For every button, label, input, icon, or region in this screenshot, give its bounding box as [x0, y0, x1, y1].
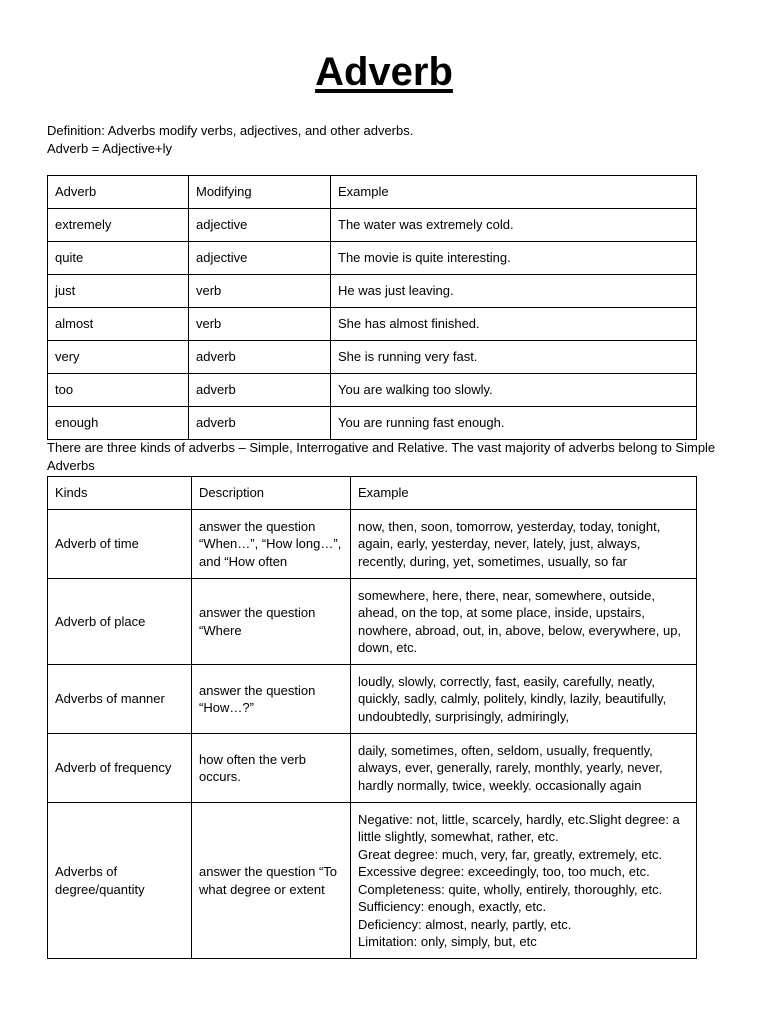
table-row: [48, 579, 697, 665]
example-cell: The water was extremely cold.: [331, 209, 697, 242]
example-cell: You are walking too slowly.: [331, 374, 697, 407]
table-row: [48, 665, 697, 734]
example-cell: The movie is quite interesting.: [331, 242, 697, 275]
table-header-row: [48, 477, 697, 510]
table-row: [48, 734, 697, 803]
example-cell: She is running very fast.: [331, 341, 697, 374]
example-cell: loudly, slowly, correctly, fast, easily, carefully, neatly, quickly, sadly, calmly, politely, kindly, lazily, beautifully, undoubtedly, surprisingly, admiringly,: [351, 665, 697, 734]
kind-cell: Adverbs of degree/quantity: [48, 803, 192, 959]
example-cell: You are running fast enough.: [331, 407, 697, 440]
modifying-cell: adverb: [189, 407, 331, 440]
table-row: [48, 341, 697, 374]
table-header-row: [48, 176, 697, 209]
example-cell: now, then, soon, tomorrow, yesterday, today, tonight, again, early, yesterday, never, lately, just, always, recently, during, yet, sometimes, usually, so far: [351, 510, 697, 579]
page-title: Adverb: [315, 50, 453, 94]
header-cell-modifying: Modifying: [189, 176, 331, 209]
kind-cell: Adverb of time: [48, 510, 192, 579]
adverb-cell: very: [48, 341, 189, 374]
adverb-cell: quite: [48, 242, 189, 275]
modifying-cell: adjective: [189, 209, 331, 242]
kind-cell: Adverbs of manner: [48, 665, 192, 734]
description-cell: answer the question “How…?”: [192, 665, 351, 734]
adverb-cell: enough: [48, 407, 189, 440]
description-cell: answer the question “When…”, “How long…”, and “How often: [192, 510, 351, 579]
table-row: [48, 275, 697, 308]
degree-line-great: Great degree: much, very, far, greatly, extremely, etc.: [358, 846, 663, 862]
adverb-examples-table: [47, 175, 697, 440]
modifying-cell: adverb: [189, 374, 331, 407]
header-cell-example: Example: [351, 477, 697, 510]
example-cell: somewhere, here, there, near, somewhere, outside, ahead, on the top, at some place, inside, upstairs, nowhere, abroad, out, in, above, below, everywhere, up, down, etc.: [351, 579, 697, 665]
example-cell: [351, 803, 697, 959]
example-cell: He was just leaving.: [331, 275, 697, 308]
example-cell: daily, sometimes, often, seldom, usually, frequently, always, ever, generally, rarely, monthly, yearly, never, hardly normally, twice, weekly. occasionally again: [351, 734, 697, 803]
table-row: [48, 374, 697, 407]
degree-line-negative: Negative: not, little, scarcely, hardly, etc.Slight degree: a little slightly, somewhat, rather, etc.: [358, 811, 680, 844]
header-cell-adverb: Adverb: [48, 176, 189, 209]
description-cell: answer the question “Where: [192, 579, 351, 665]
header-cell-kinds: Kinds: [48, 477, 192, 510]
degree-line-deficiency: Deficiency: almost, nearly, partly, etc.: [358, 916, 572, 932]
adverb-cell: extremely: [48, 209, 189, 242]
description-cell: answer the question “To what degree or extent: [192, 803, 351, 959]
modifying-cell: adjective: [189, 242, 331, 275]
degree-line-sufficiency: Sufficiency: enough, exactly, etc.: [358, 899, 547, 914]
header-cell-example: Example: [331, 176, 697, 209]
degree-line-limitation: Limitation: only, simply, but, etc: [358, 934, 537, 949]
definition-block: [47, 122, 413, 158]
formula-text: Adverb = Adjective+ly: [47, 141, 173, 156]
adverb-cell: almost: [48, 308, 189, 341]
example-cell: She has almost finished.: [331, 308, 697, 341]
modifying-cell: adverb: [189, 341, 331, 374]
definition-text: Definition: Adverbs modify verbs, adjectives, and other adverbs.: [47, 123, 414, 138]
table-row: [48, 308, 697, 341]
kind-cell: Adverb of frequency: [48, 734, 192, 803]
kinds-intro-paragraph: There are three kinds of adverbs – Simple, Interrogative and Relative. The vast majority of adverbs belong to Simple Adverbs: [47, 440, 716, 473]
table-row: [48, 510, 697, 579]
degree-line-excessive: Excessive degree: exceedingly, too, too much, etc.: [358, 864, 650, 879]
adverb-cell: too: [48, 374, 189, 407]
header-cell-description: Description: [192, 477, 351, 510]
description-cell: how often the verb occurs.: [192, 734, 351, 803]
adverb-kinds-table: [47, 476, 697, 959]
modifying-cell: verb: [189, 308, 331, 341]
table-row: [48, 242, 697, 275]
table-row: [48, 209, 697, 242]
table-row: [48, 407, 697, 440]
modifying-cell: verb: [189, 275, 331, 308]
kind-cell: Adverb of place: [48, 579, 192, 665]
table-row: [48, 803, 697, 959]
adverb-cell: just: [48, 275, 189, 308]
degree-line-completeness: Completeness: quite, wholly, entirely, thoroughly, etc.: [358, 881, 663, 897]
